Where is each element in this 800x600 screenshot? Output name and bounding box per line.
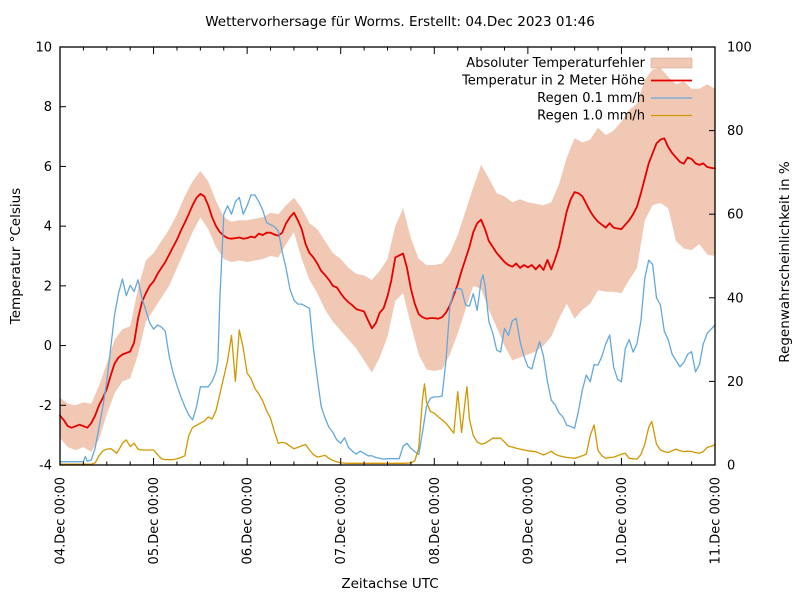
tick-label: 09.Dec 00:00 <box>521 477 537 565</box>
tick-label: 80 <box>727 124 744 140</box>
tick-label: 2 <box>43 279 52 295</box>
tick-label: 100 <box>727 40 752 56</box>
tick-label: 06.Dec 00:00 <box>240 477 256 565</box>
tick-label: 10.Dec 00:00 <box>614 477 630 565</box>
legend-label: Regen 1.0 mm/h <box>537 108 645 124</box>
tick-label: 8 <box>43 100 52 116</box>
legend-label: Temperatur in 2 Meter Höhe <box>462 73 645 89</box>
tick-label: 4 <box>43 219 52 235</box>
tick-label: 0 <box>727 458 736 474</box>
legend-band-swatch <box>651 58 692 68</box>
chart-title: Wettervorhersage für Worms. Erstellt: 04.Dec 2023 01:46 <box>205 14 595 30</box>
tick-label: -4 <box>39 458 52 474</box>
tick-label: 20 <box>727 374 744 390</box>
tick-label: 07.Dec 00:00 <box>334 477 350 565</box>
tick-label: 40 <box>727 291 744 307</box>
tick-label: 11.Dec 00:00 <box>708 477 724 565</box>
tick-label: 60 <box>727 207 744 223</box>
tick-label: 0 <box>43 339 52 355</box>
x-axis-label: Zeitachse UTC <box>341 576 439 592</box>
tick-label: -2 <box>39 398 52 414</box>
tick-label: 08.Dec 00:00 <box>427 477 443 565</box>
legend-label: Absoluter Temperaturfehler <box>466 56 645 71</box>
y-axis-label-temperature: Temperatur °Celsius <box>8 187 24 325</box>
legend-label: Regen 0.1 mm/h <box>537 91 645 106</box>
tick-label: 05.Dec 00:00 <box>147 477 163 565</box>
series-error-band <box>60 68 715 452</box>
tick-label: 6 <box>43 159 52 175</box>
tick-label: 10 <box>35 40 52 56</box>
tick-label: 04.Dec 00:00 <box>53 477 69 565</box>
y-axis-label-rain-probability: Regenwahrscheinlichkeit in % <box>777 161 793 363</box>
series-line-2 <box>60 330 715 464</box>
